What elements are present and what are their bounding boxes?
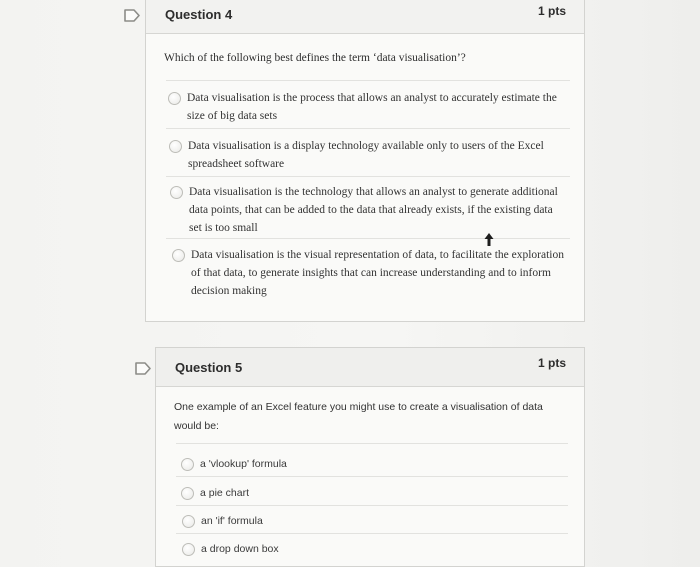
question-4-header (146, 0, 584, 34)
question-5-option-1[interactable] (181, 455, 561, 473)
option-label: Data visualisation is a display technology available only to users of the Excel spreadsheet software (188, 140, 544, 170)
radio-button[interactable] (169, 140, 182, 153)
radio-button[interactable] (172, 249, 185, 262)
flag-question-icon[interactable] (135, 362, 151, 375)
radio-button[interactable] (170, 186, 183, 199)
divider (166, 128, 570, 129)
question-4-prompt: Which of the following best defines the term ‘data visualisation’? (164, 52, 466, 64)
question-4-option-1[interactable] (168, 89, 566, 125)
question-4-option-4[interactable] (172, 246, 566, 300)
option-label: Data visualisation is the technology that allows an analyst to generate additional data points, that can be added to the data that already exists, if the existing data set is too small (189, 186, 558, 234)
question-4-option-2[interactable] (169, 137, 565, 173)
divider (166, 176, 570, 177)
flag-question-icon[interactable] (124, 9, 140, 22)
radio-button[interactable] (182, 543, 195, 556)
question-5-prompt: One example of an Excel feature you might use to create a visualisation of data would be: (174, 401, 543, 432)
question-5-points: 1 pts (537, 356, 566, 370)
option-label: a pie chart (200, 487, 250, 499)
question-4-option-3[interactable] (170, 183, 564, 237)
divider (166, 238, 570, 239)
option-label: a drop down box (201, 543, 279, 555)
divider (176, 533, 568, 534)
radio-button[interactable] (182, 515, 195, 528)
divider (166, 80, 570, 81)
question-4-points: 1 pts (537, 4, 566, 18)
question-4-title: Question 4 (165, 7, 233, 22)
divider (176, 443, 568, 444)
question-5-option-2[interactable] (181, 484, 561, 502)
divider (176, 505, 568, 506)
question-5-title: Question 5 (175, 360, 243, 375)
radio-button[interactable] (181, 458, 194, 471)
option-label: Data visualisation is the visual representation of data, to facilitate the exploration of that data, to generate insights that can increase understanding and to inform decision making (191, 249, 564, 297)
option-label: an 'if' formula (201, 515, 263, 527)
divider (176, 476, 568, 477)
radio-button[interactable] (168, 92, 181, 105)
question-5-option-3[interactable] (182, 512, 562, 530)
option-label: a 'vlookup' formula (200, 458, 287, 470)
question-5-option-4[interactable] (182, 540, 562, 558)
radio-button[interactable] (181, 487, 194, 500)
question-5-header (156, 348, 584, 387)
option-label: Data visualisation is the process that allows an analyst to accurately estimate the size of big data sets (187, 92, 557, 122)
mouse-cursor-icon (484, 233, 494, 247)
